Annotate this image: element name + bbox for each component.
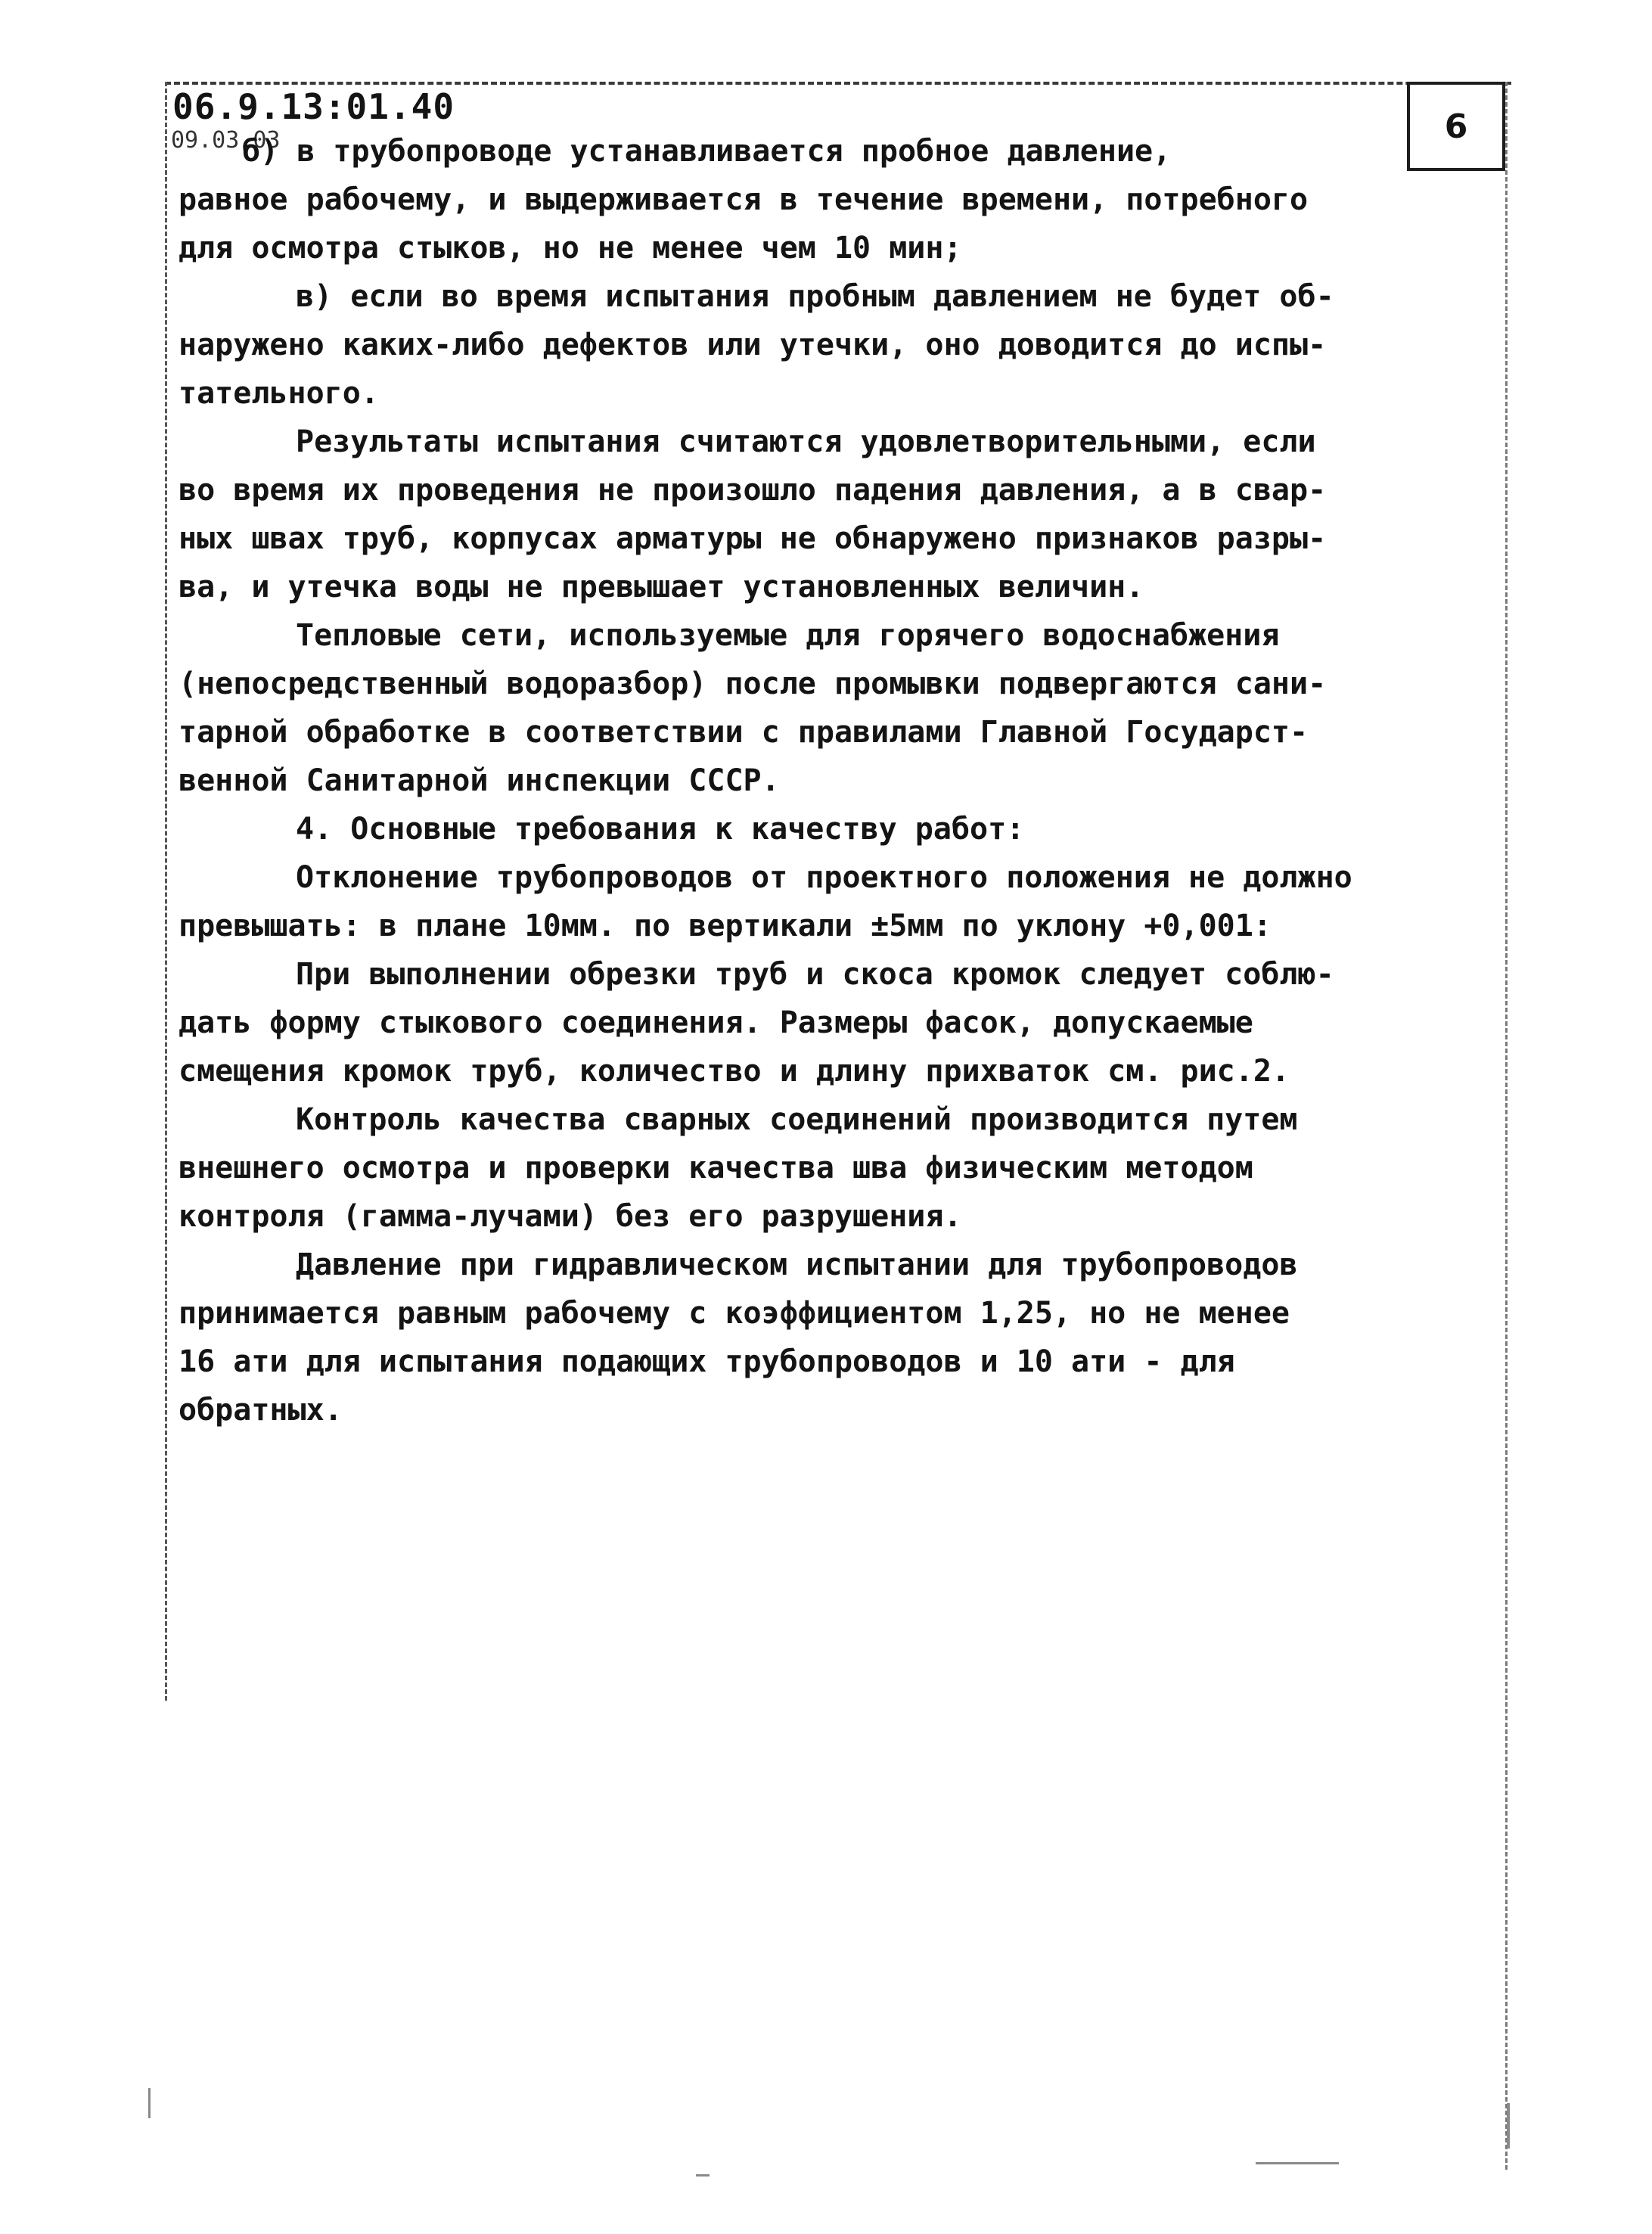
text-line: ва, и утечка воды не превышает установленных величин. [179, 570, 1144, 604]
frame-top-border [165, 82, 1511, 85]
text-line: (непосредственный водоразбор) после промывки подвергаются сани- [179, 666, 1327, 701]
frame-left-border [165, 82, 167, 1701]
text-line: тательного. [179, 376, 379, 411]
scan-artifact [696, 2174, 710, 2177]
text-line: смещения кромок труб, количество и длину прихваток см. рис.2. [179, 1054, 1290, 1089]
text-line: контроля (гамма-лучами) без его разрушения. [179, 1199, 962, 1234]
frame-right-border [1505, 82, 1508, 2170]
text-line: 16 ати для испытания подающих трубопроводов и 10 ати - для [179, 1344, 1235, 1379]
text-line: превышать: в плане 10мм. по вертикали ±5мм по уклону +0,001: [179, 909, 1272, 943]
text-line: равное рабочему, и выдерживается в течение времени, потребного [179, 182, 1309, 217]
text-line: Контроль качества сварных соединений производится путем [296, 1102, 1298, 1137]
text-line: Давление при гидравлическом испытании для трубопроводов [296, 1247, 1298, 1282]
text-line: б) в трубопроводе устанавливается пробное давление, [242, 134, 1172, 169]
text-line: в) если во время испытания пробным давлением не будет об- [296, 279, 1334, 314]
text-line: венной Санитарной инспекции СССР. [179, 763, 780, 798]
text-line: для осмотра стыков, но не менее чем 10 мин; [179, 231, 962, 266]
text-line: принимается равным рабочему с коэффициентом 1,25, но не менее [179, 1296, 1290, 1331]
text-line: Отклонение трубопроводов от проектного положения не должно [296, 860, 1352, 895]
text-line: ных швах труб, корпусах арматуры не обнаружено признаков разры- [179, 521, 1327, 556]
document-date: 09.03.03 [171, 127, 281, 154]
document-body [179, 127, 1487, 1434]
scan-artifact [1507, 2103, 1510, 2149]
text-line: При выполнении обрезки труб и скоса кромок следует соблю- [296, 957, 1334, 992]
section-heading: 4. Основные требования к качеству работ: [296, 812, 1025, 847]
text-line: Результаты испытания считаются удовлетворительными, если [296, 424, 1316, 459]
text-line: внешнего осмотра и проверки качества шва физическим методом [179, 1151, 1253, 1185]
text-line: наружено каких-либо дефектов или утечки, оно доводится до испы- [179, 328, 1327, 362]
scan-artifact [1256, 2162, 1339, 2164]
text-line: дать форму стыкового соединения. Размеры фасок, допускаемые [179, 1005, 1253, 1040]
document-code: 06.9.13:01.40 [172, 86, 455, 127]
text-line: Тепловые сети, используемые для горячего водоснабжения [296, 618, 1280, 653]
text-line: во время их проведения не произошло падения давления, а в свар- [179, 473, 1327, 508]
scan-artifact [148, 2088, 151, 2118]
text-line: обратных. [179, 1393, 343, 1428]
text-line: тарной обработке в соответствии с правилами Главной Государст- [179, 715, 1309, 750]
page-number: 6 [1444, 107, 1468, 146]
